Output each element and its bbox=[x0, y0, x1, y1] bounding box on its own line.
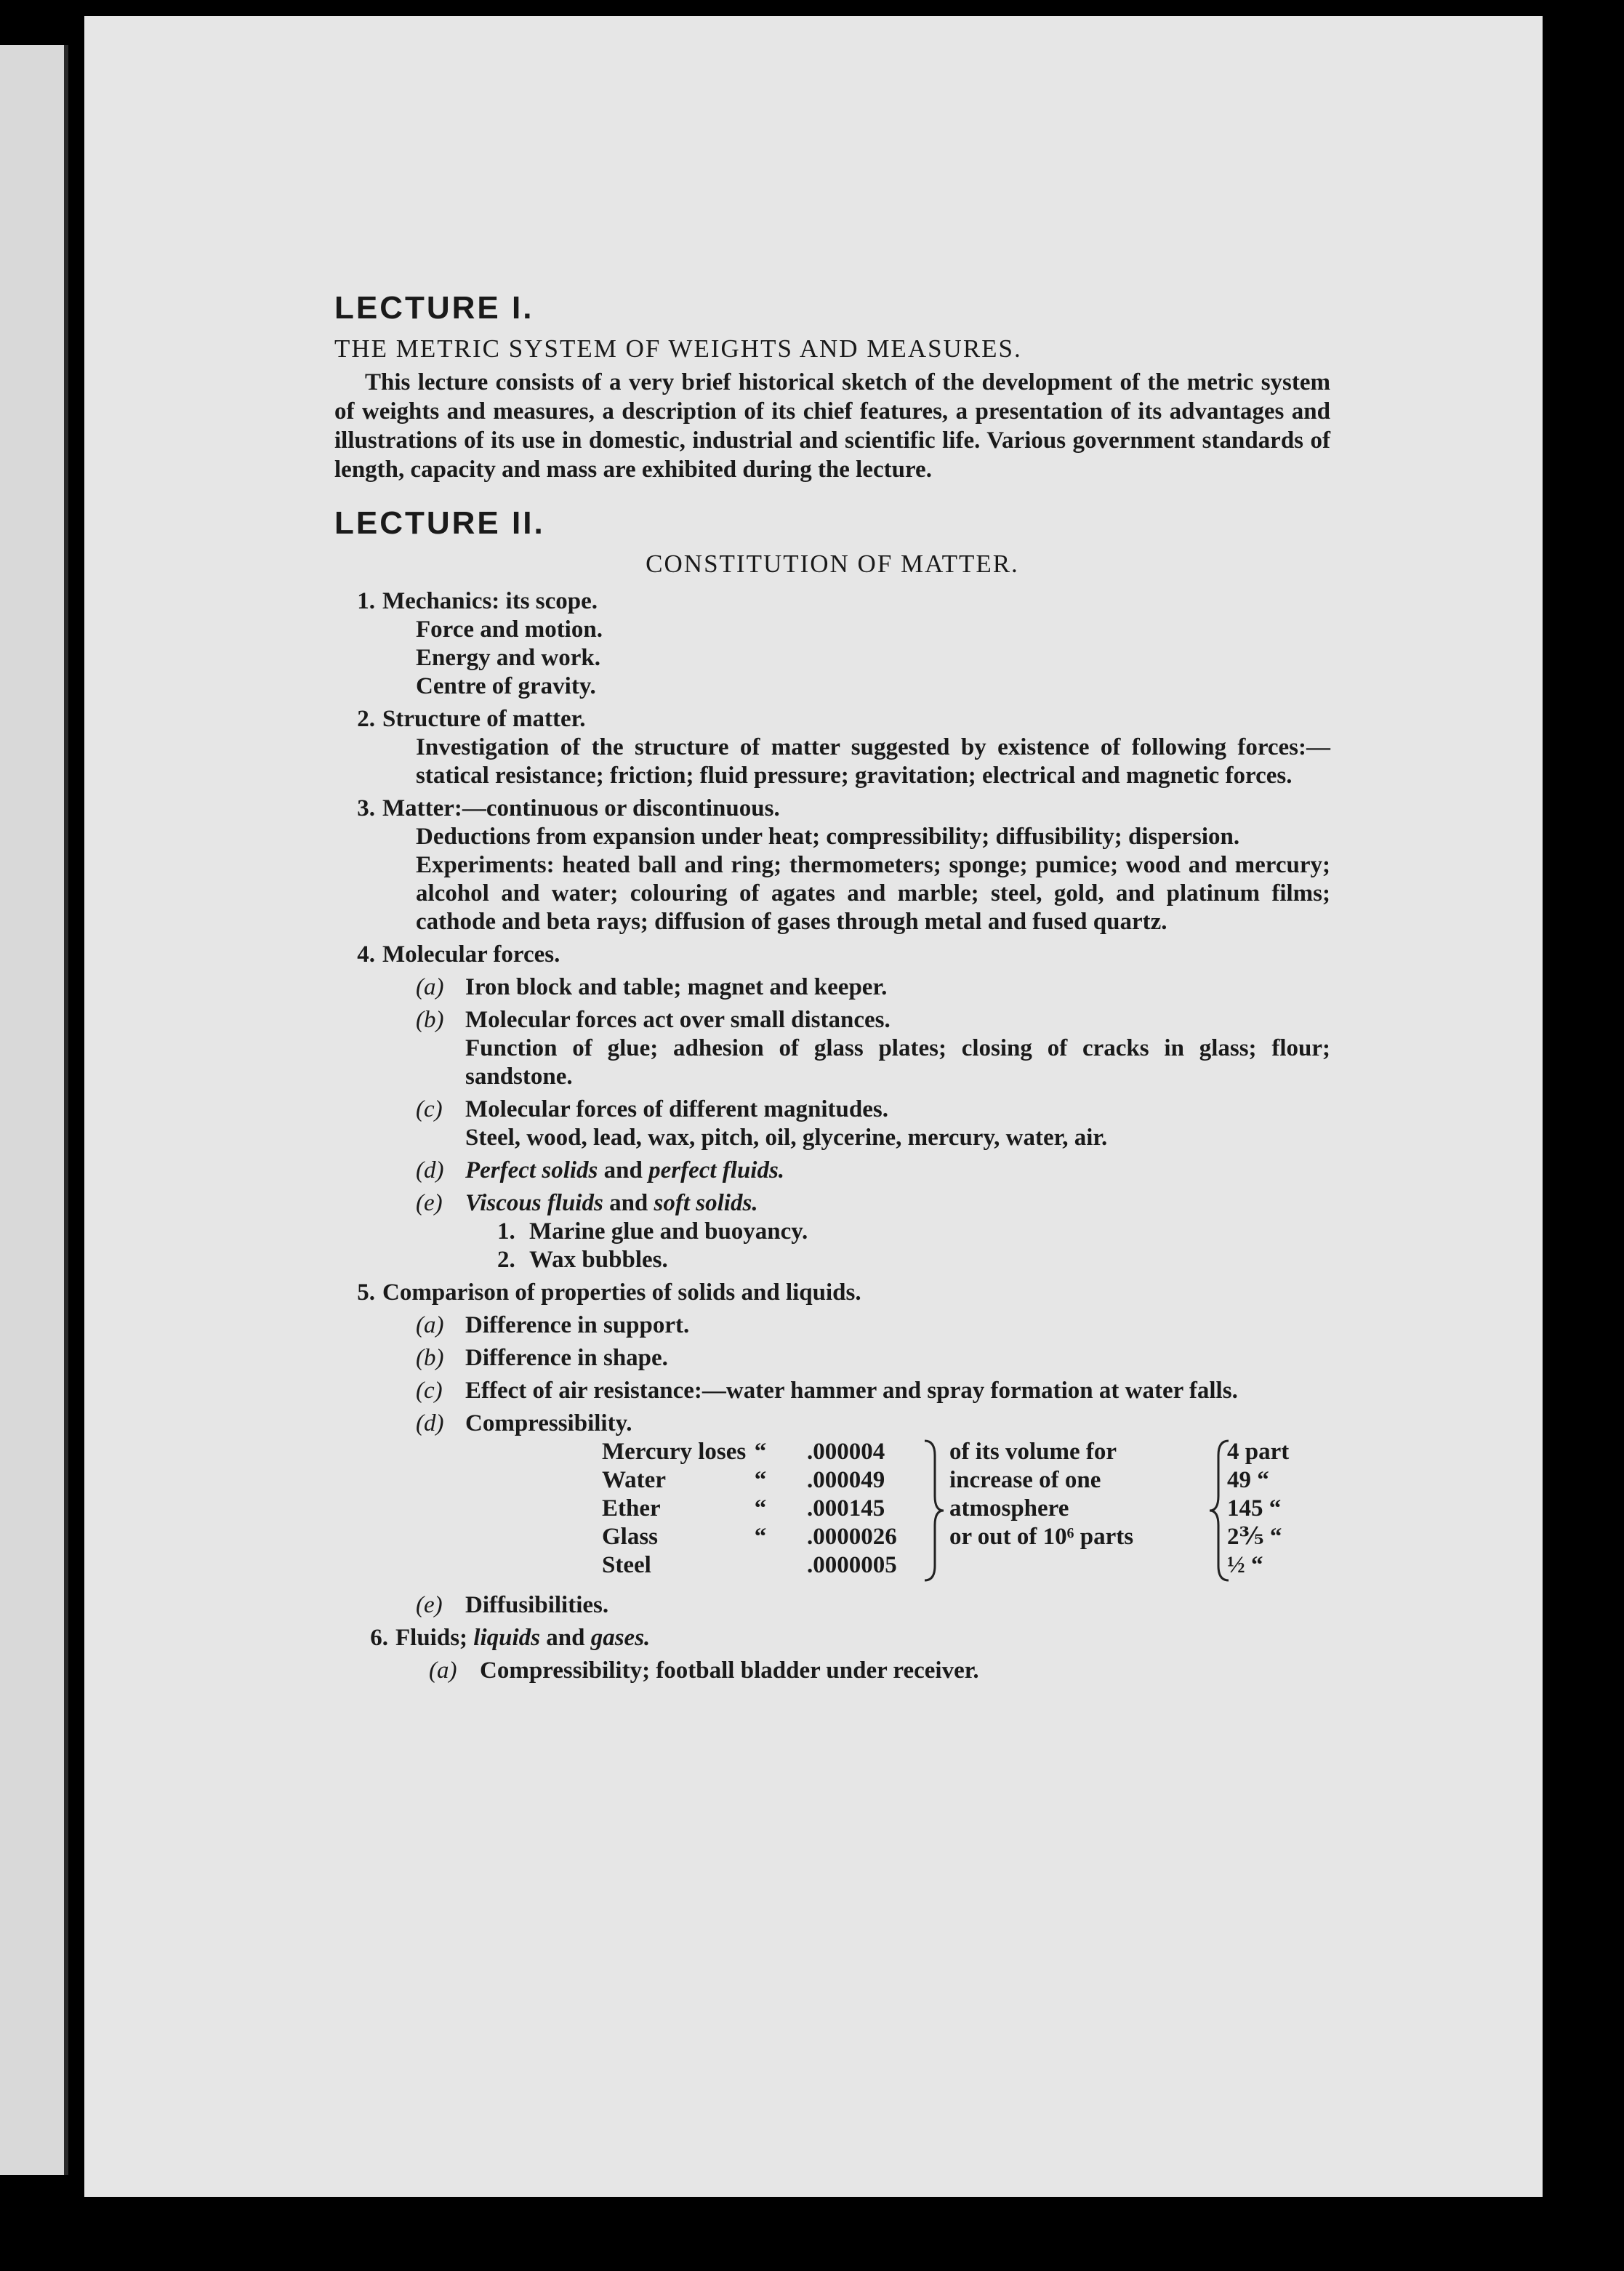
lecture-1-body: This lecture consists of a very brief historical sketch of the development of the metric system of weights and measures, a description of its chief features, a presentation of its advantages and illustrations of its use in domestic, industrial and scientific life. Various government standards of length, capacity and mass are exhibited during the lecture. bbox=[334, 369, 1330, 483]
left-page-edge bbox=[0, 45, 67, 2175]
document-page bbox=[84, 16, 1543, 2197]
item-4e-1: 1. Marine glue and buoyancy. bbox=[497, 1218, 808, 1245]
right-brace bbox=[920, 1438, 946, 1583]
lecture-2-heading: LECTURE II. bbox=[334, 505, 545, 541]
item-4e: (e) Viscous fluids and soft solids. bbox=[416, 1190, 758, 1216]
ditto-column: “ “ “ “ bbox=[754, 1439, 767, 1550]
list-item-6: 6. Fluids; liquids and gases. bbox=[370, 1625, 651, 1651]
item-6a: (a) Compressibility; football bladder under receiver. bbox=[429, 1657, 979, 1684]
item-1-line: Centre of gravity. bbox=[416, 673, 596, 699]
list-item-1: 1. Mechanics: its scope. bbox=[357, 588, 598, 614]
item-5e: (e) Diffusibilities. bbox=[416, 1592, 609, 1618]
item-1-line: Energy and work. bbox=[416, 645, 600, 671]
item-5a: (a) Difference in support. bbox=[416, 1312, 690, 1338]
item-5d: (d) Compressibility. bbox=[416, 1410, 632, 1436]
compressibility-table bbox=[334, 1438, 1330, 1587]
binding-line bbox=[64, 45, 68, 2175]
item-5c: (c) Effect of air resistance:—water hammer and spray formation at water falls. bbox=[416, 1378, 1238, 1404]
list-item-2: 2. Structure of matter. bbox=[357, 706, 586, 732]
value-column: .000004 .000049 .000145 .0000026 .0000005 bbox=[807, 1439, 897, 1578]
page-content bbox=[334, 286, 1330, 1685]
item-5b: (b) Difference in shape. bbox=[416, 1345, 668, 1371]
item-3-deductions: Deductions from expansion under heat; compressibility; diffusibility; dispersion. bbox=[416, 824, 1240, 850]
lecture-1-heading: LECTURE I. bbox=[334, 290, 534, 326]
list-item-3: 3. Matter:—continuous or discontinuous. bbox=[357, 795, 780, 821]
item-1-line: Force and motion. bbox=[416, 616, 603, 643]
list-item-4: 4. Molecular forces. bbox=[357, 941, 560, 968]
note-column: of its volume for increase of one atmosphere or out of 10⁶ parts bbox=[949, 1439, 1134, 1550]
list-item-5: 5. Comparison of properties of solids and liquids. bbox=[357, 1279, 861, 1306]
parts-column: 4 part 49 “ 145 “ 2⅗ “ ½ “ bbox=[1227, 1439, 1290, 1578]
item-4d: (d) Perfect solids and perfect fluids. bbox=[416, 1157, 785, 1183]
item-4a: (a) Iron block and table; magnet and keeper. bbox=[416, 974, 888, 1000]
lecture-2-title: CONSTITUTION OF MATTER. bbox=[646, 550, 1019, 578]
item-3-experiments: Experiments: heated ball and ring; thermometers; sponge; pumice; wood and mercury; alcohol and water; colouring of agates and marble; steel, gold, and platinum films; cathode and beta rays; diffusion of gases through metal and fused quartz. bbox=[416, 852, 1330, 935]
item-4e-2: 2. Wax bubbles. bbox=[497, 1247, 668, 1273]
item-2-text: Investigation of the structure of matter suggested by existence of following forces:—statical resistance; friction; fluid pressure; gravitation; electrical and magnetic forces. bbox=[416, 734, 1330, 789]
substance-column: Mercury loses Water Ether Glass Steel bbox=[602, 1439, 747, 1578]
lecture-1-title: THE METRIC SYSTEM OF WEIGHTS AND MEASURES. bbox=[334, 334, 1022, 363]
item-4c: (c) Molecular forces of different magnitudes. Steel, wood, lead, wax, pitch, oil, glycerine, mercury, water, air. bbox=[416, 1096, 1108, 1151]
item-4b: (b) Molecular forces act over small distances. Function of glue; adhesion of glass plates; closing of cracks in glass; flour; sandstone. bbox=[416, 1007, 1330, 1090]
